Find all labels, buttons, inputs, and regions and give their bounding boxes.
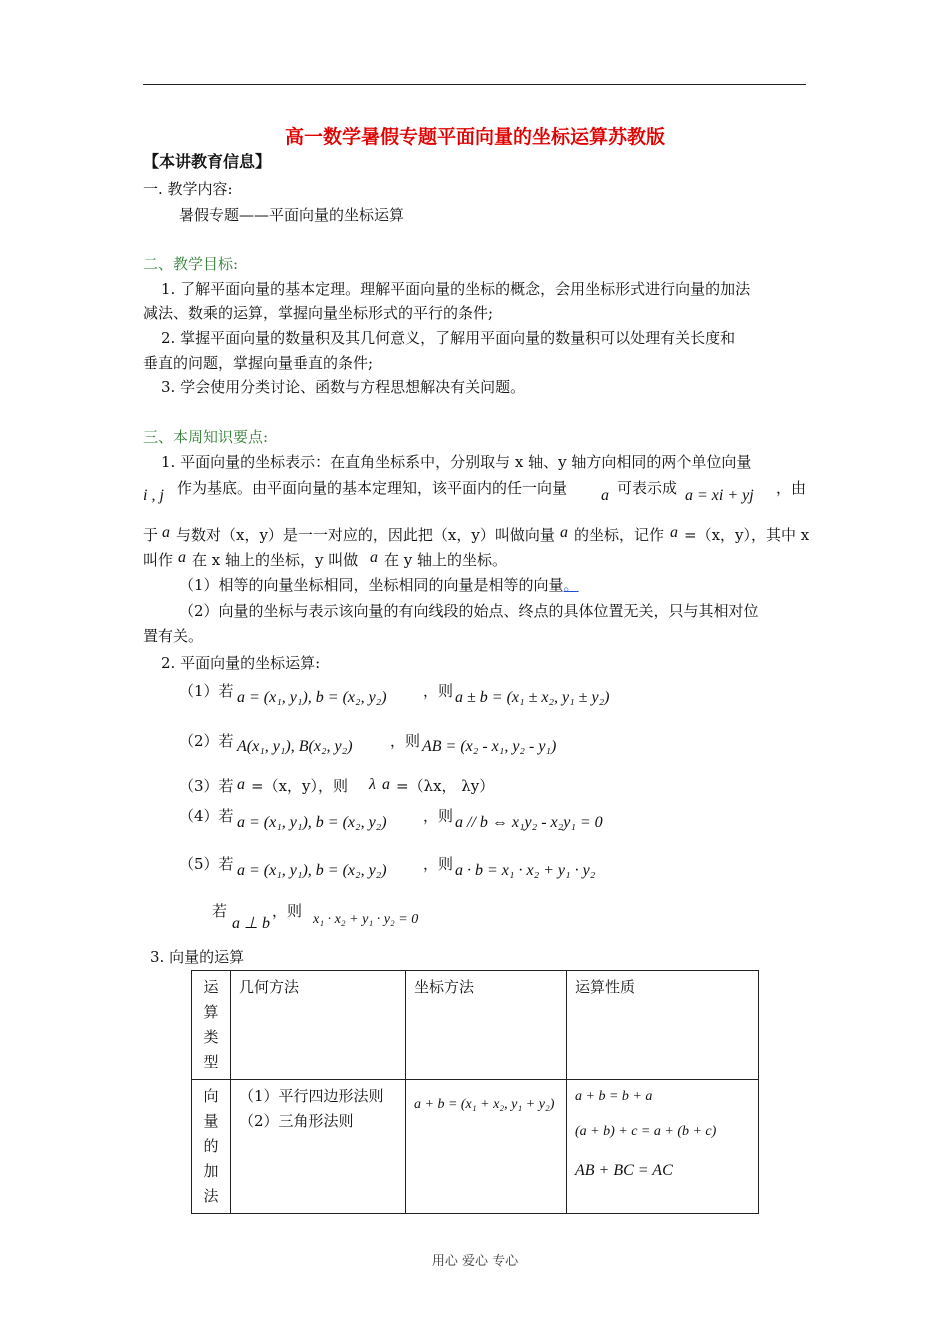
- point-1-line-2-end: ，由: [776, 479, 807, 497]
- rule-1-then: ，则: [423, 682, 454, 700]
- rule-2-result: AB = (x₂ - x₁, y₂ - y₁): [422, 738, 557, 755]
- vector-a-symbol: a: [178, 549, 186, 566]
- goal-2b: 垂直的问题，掌握向量垂直的条件;: [143, 354, 374, 372]
- rule-1-given: a = (x₁, y₁), b = (x₂, y₂): [237, 689, 387, 706]
- point-1-line-3-a: 于: [143, 526, 159, 544]
- row-addition-properties: [567, 1080, 759, 1214]
- header-properties: 运算性质: [567, 971, 759, 1080]
- rule-2-label: （2）若: [179, 732, 234, 750]
- table-row: [192, 1080, 759, 1214]
- rule-1-label: （1）若: [179, 682, 234, 700]
- coord-formula: a + b = (x₁ + x₂, y₁ + y₂): [414, 1097, 555, 1112]
- rule-2-then: ，则: [390, 732, 421, 750]
- rule-4-given: a = (x₁, y₁), b = (x₂, y₂): [237, 814, 387, 831]
- point-1-line-2: 作为基底。由平面向量的基本定理知，该平面内的任一向量: [177, 479, 568, 497]
- rule-6-result: x₁ · x₂ + y₁ · y₂ = 0: [313, 912, 419, 927]
- lambda-symbol: λ: [369, 776, 376, 793]
- rule-5-given: a = (x₁, y₁), b = (x₂, y₂): [237, 862, 387, 879]
- point-1-line-4-a: 叫作: [143, 551, 174, 569]
- rule-4-then: ，则: [423, 807, 454, 825]
- note-1-link[interactable]: 。: [563, 576, 579, 594]
- section-2-heading: 二、教学目标:: [143, 255, 239, 273]
- ij-symbols: i , j: [143, 487, 164, 504]
- table-header-row: [192, 971, 759, 1080]
- rule-6-label: 若: [212, 902, 228, 920]
- prop-triangle: AB + BC = AC: [575, 1162, 673, 1179]
- vector-a-symbol: a: [382, 776, 390, 793]
- point-1-line-4-c: 在 y 轴上的坐标。: [384, 551, 508, 569]
- point-1-line-4-b: 在 x 轴上的坐标，y 叫做: [192, 551, 359, 569]
- rule-5-then: ，则: [423, 855, 454, 873]
- goal-2a: 2. 掌握平面向量的数量积及其几何意义，了解用平面向量的数量积可以处理有关长度和: [161, 329, 736, 347]
- geo-triangle: （2）三角形法则: [239, 1112, 354, 1130]
- rule-6-given: a ⊥ b: [232, 915, 270, 932]
- rule-3-label: （3）若: [179, 777, 234, 795]
- rule-2-given: A(x₁, y₁), B(x₂, y₂): [237, 738, 353, 755]
- note-2a: （2）向量的坐标与表示该向量的有向线段的始点、终点的具体位置无关，只与其相对位: [179, 602, 759, 620]
- rule-5-result: a · b = x₁ · x₂ + y₁ · y₂: [455, 862, 596, 879]
- eq-xi-yj: a = xi + yj: [685, 487, 754, 504]
- goal-1b: 减法、数乘的运算，掌握向量坐标形式的平行的条件;: [143, 304, 494, 322]
- geo-parallelogram: （1）平行四边形法则: [239, 1087, 384, 1105]
- rule-1-result: a ± b = (x₁ ± x₂, y₁ ± y₂): [455, 689, 610, 706]
- rule-3-given: =（x，y），则: [251, 777, 349, 795]
- point-1-line-3-c: 的坐标，记作: [574, 526, 665, 544]
- point-1-line-2-cont: 可表示成: [617, 479, 678, 497]
- prop-associative: (a + b) + c = a + (b + c): [575, 1124, 717, 1139]
- goal-3: 3. 学会使用分类讨论、函数与方程思想解决有关问题。: [161, 378, 526, 396]
- goal-1a: 1. 了解平面向量的基本定理。理解平面向量的坐标的概念，会用坐标形式进行向量的加法: [161, 280, 751, 298]
- point-1-line-3-d: =（x，y），其中 x: [684, 526, 810, 544]
- rule-4-result: a // b ⇔ x₁y₂ - x₂y₁ = 0: [455, 814, 603, 831]
- vector-operations-table: [191, 970, 759, 1214]
- prop-commutative: a + b = b + a: [575, 1089, 653, 1104]
- header-coordinate: 坐标方法: [406, 971, 567, 1080]
- vector-a-symbol: a: [601, 487, 609, 504]
- vector-a-symbol: a: [670, 524, 678, 541]
- header-geometry: 几何方法: [231, 971, 406, 1080]
- point-1-line-1: 1. 平面向量的坐标表示：在直角坐标系中，分别取与 x 轴、y 轴方向相同的两个单位向量: [161, 453, 752, 471]
- vector-a-symbol: a: [237, 776, 245, 793]
- point-1-line-3-b: 与数对（x，y）是一一对应的，因此把（x，y）叫做向量: [176, 526, 555, 544]
- header-type: 运算类型: [192, 971, 231, 1080]
- top-rule: [143, 84, 806, 85]
- note-2b: 置有关。: [143, 627, 204, 645]
- page-title: 高一数学暑假专题平面向量的坐标运算苏教版: [284, 126, 665, 148]
- info-header: 【本讲教育信息】: [143, 152, 272, 171]
- rule-3-result: =（λx， λy）: [396, 777, 495, 795]
- point-3-heading: 3. 向量的运算: [150, 948, 245, 966]
- vector-a-symbol: a: [560, 524, 568, 541]
- rule-4-label: （4）若: [179, 807, 234, 825]
- row-addition-type: 向量的加法: [192, 1080, 231, 1214]
- point-2-heading: 2. 平面向量的坐标运算:: [161, 654, 321, 672]
- row-addition-coordinate: [406, 1080, 567, 1214]
- footer: 用心 爱心 专心: [431, 1254, 519, 1269]
- section-1-body: 暑假专题——平面向量的坐标运算: [179, 206, 405, 224]
- section-1-heading: 一. 教学内容:: [143, 180, 233, 198]
- rule-5-label: （5）若: [179, 855, 234, 873]
- rule-6-then: ，则: [272, 902, 303, 920]
- row-addition-geometry: [231, 1080, 406, 1214]
- note-1: [179, 574, 579, 595]
- note-1-text: （1）相等的向量坐标相同，坐标相同的向量是相等的向量: [179, 576, 564, 594]
- vector-a-symbol: a: [162, 524, 170, 541]
- vector-a-symbol: a: [370, 549, 378, 566]
- section-3-heading: 三、本周知识要点:: [143, 428, 269, 446]
